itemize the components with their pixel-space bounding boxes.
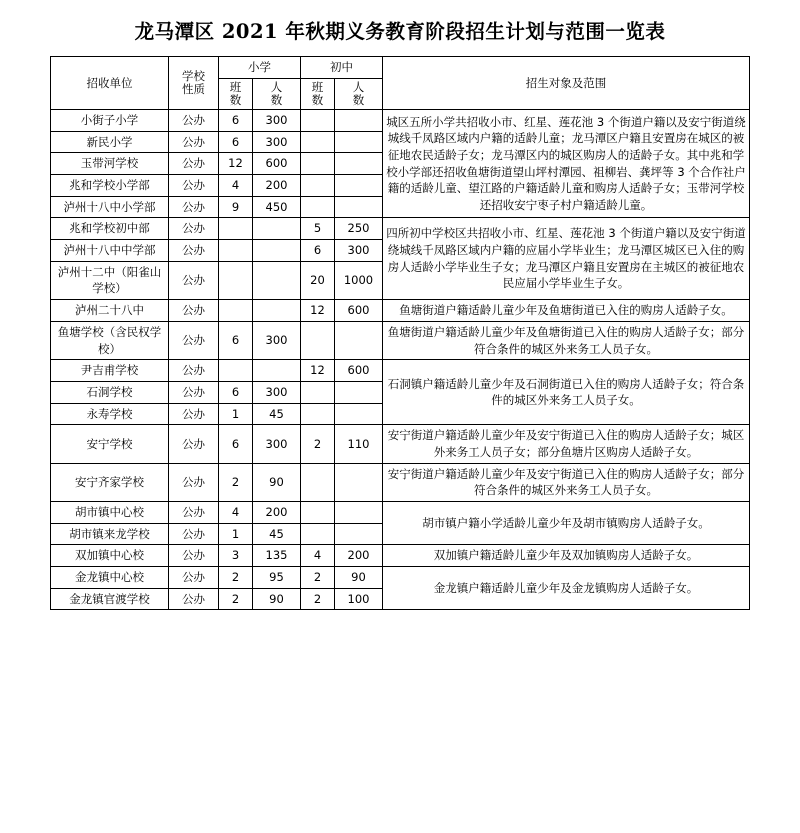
cell-junior-classes: 5 [301, 218, 335, 240]
cell-primary-classes: 9 [219, 196, 253, 218]
table-row [51, 360, 750, 382]
cell-junior-students: 600 [335, 300, 383, 322]
header-unit: 招收单位 [51, 57, 169, 110]
cell-nature: 公办 [169, 261, 219, 299]
cell-primary-classes: 6 [219, 131, 253, 153]
cell-nature: 公办 [169, 360, 219, 382]
cell-scope: 安宁街道户籍适龄儿童少年及安宁街道已入住的购房人适龄子女；城区外来务工人员子女；部分鱼塘片区购房人适龄子女。 [383, 425, 750, 463]
header-junior-classes-line1: 班 [311, 79, 324, 94]
cell-junior-classes: 20 [301, 261, 335, 299]
cell-nature: 公办 [169, 545, 219, 567]
cell-junior-students [335, 321, 383, 359]
cell-primary-classes: 2 [219, 566, 253, 588]
cell-primary-students: 45 [253, 403, 301, 425]
cell-junior-students [335, 131, 383, 153]
cell-primary-classes: 1 [219, 523, 253, 545]
table-row [51, 300, 750, 322]
header-scope: 招生对象及范围 [383, 57, 750, 110]
cell-unit: 泸州二十八中 [51, 300, 169, 322]
cell-primary-classes: 2 [219, 463, 253, 501]
cell-unit: 泸州十八中中学部 [51, 240, 169, 262]
cell-junior-students [335, 381, 383, 403]
cell-primary-classes: 2 [219, 588, 253, 610]
cell-unit: 胡市镇中心校 [51, 501, 169, 523]
table-row [51, 110, 750, 132]
cell-scope: 胡市镇户籍小学适龄儿童少年及胡市镇购房人适龄子女。 [383, 501, 750, 544]
cell-primary-classes: 12 [219, 153, 253, 175]
cell-primary-students [253, 240, 301, 262]
cell-unit: 鱼塘学校（含民权学校） [51, 321, 169, 359]
cell-primary-classes: 6 [219, 381, 253, 403]
cell-scope: 安宁街道户籍适龄儿童少年及安宁街道已入住的购房人适龄子女；部分符合条件的城区外来务工人员子女。 [383, 463, 750, 501]
header-junior-classes [301, 78, 335, 109]
cell-primary-students: 200 [253, 175, 301, 197]
cell-unit: 金龙镇官渡学校 [51, 588, 169, 610]
cell-junior-students [335, 403, 383, 425]
cell-primary-classes [219, 360, 253, 382]
cell-primary-students: 300 [253, 110, 301, 132]
cell-junior-students: 90 [335, 566, 383, 588]
table-row [51, 545, 750, 567]
cell-junior-classes: 2 [301, 566, 335, 588]
cell-junior-students [335, 153, 383, 175]
cell-scope: 双加镇户籍适龄儿童少年及双加镇购房人适龄子女。 [383, 545, 750, 567]
cell-junior-classes [301, 131, 335, 153]
header-junior-students-line2: 数 [352, 92, 365, 107]
table-row [51, 501, 750, 523]
cell-junior-classes [301, 175, 335, 197]
cell-unit: 永寿学校 [51, 403, 169, 425]
header-primary: 小学 [219, 57, 301, 79]
header-nature [169, 57, 219, 110]
cell-unit: 石洞学校 [51, 381, 169, 403]
cell-primary-students [253, 300, 301, 322]
cell-junior-students [335, 110, 383, 132]
cell-primary-students: 300 [253, 381, 301, 403]
header-primary-students-line1: 人 [270, 79, 283, 94]
cell-junior-classes: 2 [301, 425, 335, 463]
cell-unit: 胡市镇来龙学校 [51, 523, 169, 545]
header-primary-students-line2: 数 [270, 92, 283, 107]
cell-junior-students: 1000 [335, 261, 383, 299]
cell-junior-classes [301, 196, 335, 218]
cell-nature: 公办 [169, 153, 219, 175]
cell-unit: 尹吉甫学校 [51, 360, 169, 382]
header-nature-line1: 学校 [182, 68, 205, 83]
cell-unit: 泸州十八中小学部 [51, 196, 169, 218]
cell-scope: 四所初中学校区共招收小市、红星、莲花池 3 个街道户籍以及安宁街道绕城线千凤路区域内户籍的应届小学毕业生；龙马潭区城区已入住的购房人适龄小学毕业生子女；龙马潭区户籍且安置房在主城区的被征地农民应届小学毕业生子女。 [383, 218, 750, 300]
cell-primary-students [253, 218, 301, 240]
cell-unit: 兆和学校小学部 [51, 175, 169, 197]
cell-nature: 公办 [169, 110, 219, 132]
enrollment-plan-table [50, 56, 750, 610]
cell-nature: 公办 [169, 403, 219, 425]
cell-nature: 公办 [169, 501, 219, 523]
cell-unit: 兆和学校初中部 [51, 218, 169, 240]
cell-junior-classes [301, 321, 335, 359]
cell-primary-students: 600 [253, 153, 301, 175]
cell-unit: 安宁学校 [51, 425, 169, 463]
cell-scope: 金龙镇户籍适龄儿童少年及金龙镇购房人适龄子女。 [383, 566, 750, 609]
cell-primary-classes [219, 240, 253, 262]
header-primary-classes [219, 78, 253, 109]
cell-nature: 公办 [169, 218, 219, 240]
cell-primary-students: 90 [253, 463, 301, 501]
page-title: 龙马潭区 2021 年秋期义务教育阶段招生计划与范围一览表 [134, 20, 666, 43]
cell-nature: 公办 [169, 300, 219, 322]
header-primary-students [253, 78, 301, 109]
cell-scope: 城区五所小学共招收小市、红星、莲花池 3 个街道户籍以及安宁街道绕城线千凤路区域内户籍的适龄儿童；龙马潭区户籍且安置房在城区的被征地农民适龄子女；龙马潭区内的城区购房人的适龄子女。其中兆和学校小学部还招收鱼塘街道望山坪村潭园、祖柳岩、龚坪等 3 个合作社户籍的适龄儿童、望江路的户籍适龄儿童和购房人适龄子女；玉带河学校还招收安宁枣子村户籍适龄儿童。 [383, 110, 750, 218]
cell-primary-classes: 1 [219, 403, 253, 425]
cell-nature: 公办 [169, 463, 219, 501]
cell-junior-classes [301, 403, 335, 425]
table-body [51, 110, 750, 610]
cell-junior-students: 110 [335, 425, 383, 463]
cell-junior-classes [301, 381, 335, 403]
cell-junior-classes [301, 463, 335, 501]
cell-junior-students [335, 175, 383, 197]
cell-junior-classes: 4 [301, 545, 335, 567]
cell-primary-students: 300 [253, 131, 301, 153]
cell-junior-classes [301, 501, 335, 523]
cell-unit: 新民小学 [51, 131, 169, 153]
cell-primary-students [253, 360, 301, 382]
cell-junior-students [335, 501, 383, 523]
cell-junior-classes: 6 [301, 240, 335, 262]
cell-junior-students [335, 463, 383, 501]
cell-junior-classes [301, 153, 335, 175]
table-row [51, 463, 750, 501]
cell-nature: 公办 [169, 588, 219, 610]
cell-unit: 泸州十二中（阳雀山学校） [51, 261, 169, 299]
cell-junior-classes [301, 523, 335, 545]
cell-junior-students: 600 [335, 360, 383, 382]
table-header [51, 57, 750, 110]
table-row [51, 566, 750, 588]
cell-scope: 鱼塘街道户籍适龄儿童少年及鱼塘街道已入住的购房人适龄子女；部分符合条件的城区外来务工人员子女。 [383, 321, 750, 359]
cell-primary-students: 45 [253, 523, 301, 545]
header-junior-classes-line2: 数 [311, 92, 324, 107]
cell-nature: 公办 [169, 425, 219, 463]
cell-junior-students [335, 196, 383, 218]
cell-primary-students: 300 [253, 425, 301, 463]
header-row-1 [51, 57, 750, 79]
cell-nature: 公办 [169, 321, 219, 359]
cell-primary-classes: 4 [219, 175, 253, 197]
cell-junior-students [335, 523, 383, 545]
cell-nature: 公办 [169, 240, 219, 262]
cell-primary-classes: 3 [219, 545, 253, 567]
cell-primary-students [253, 261, 301, 299]
cell-junior-classes [301, 110, 335, 132]
cell-primary-students: 90 [253, 588, 301, 610]
cell-junior-students: 250 [335, 218, 383, 240]
cell-unit: 金龙镇中心校 [51, 566, 169, 588]
header-primary-classes-line2: 数 [229, 92, 242, 107]
cell-nature: 公办 [169, 566, 219, 588]
header-nature-line2: 性质 [182, 82, 205, 97]
cell-nature: 公办 [169, 131, 219, 153]
cell-junior-classes: 12 [301, 360, 335, 382]
cell-primary-students: 135 [253, 545, 301, 567]
cell-unit: 玉带河学校 [51, 153, 169, 175]
cell-primary-classes [219, 300, 253, 322]
cell-junior-students: 100 [335, 588, 383, 610]
cell-primary-classes [219, 218, 253, 240]
cell-primary-students: 300 [253, 321, 301, 359]
cell-scope: 鱼塘街道户籍适龄儿童少年及鱼塘街道已入住的购房人适龄子女。 [383, 300, 750, 322]
cell-primary-classes: 4 [219, 501, 253, 523]
cell-unit: 双加镇中心校 [51, 545, 169, 567]
cell-primary-students: 95 [253, 566, 301, 588]
cell-nature: 公办 [169, 381, 219, 403]
cell-primary-classes: 6 [219, 321, 253, 359]
header-junior-students [335, 78, 383, 109]
table-row [51, 425, 750, 463]
cell-junior-classes: 12 [301, 300, 335, 322]
cell-primary-students: 450 [253, 196, 301, 218]
cell-primary-classes: 6 [219, 425, 253, 463]
cell-scope: 石洞镇户籍适龄儿童少年及石洞街道已入住的购房人适龄子女；符合条件的城区外来务工人员子女。 [383, 360, 750, 425]
cell-junior-students: 200 [335, 545, 383, 567]
table-row [51, 321, 750, 359]
cell-primary-classes: 6 [219, 110, 253, 132]
cell-junior-classes: 2 [301, 588, 335, 610]
cell-nature: 公办 [169, 196, 219, 218]
header-primary-classes-line1: 班 [229, 79, 242, 94]
cell-nature: 公办 [169, 175, 219, 197]
cell-primary-students: 200 [253, 501, 301, 523]
cell-unit: 小街子小学 [51, 110, 169, 132]
header-junior-students-line1: 人 [352, 79, 365, 94]
header-junior: 初中 [301, 57, 383, 79]
cell-primary-classes [219, 261, 253, 299]
cell-junior-students: 300 [335, 240, 383, 262]
cell-nature: 公办 [169, 523, 219, 545]
cell-unit: 安宁齐家学校 [51, 463, 169, 501]
table-row [51, 218, 750, 240]
